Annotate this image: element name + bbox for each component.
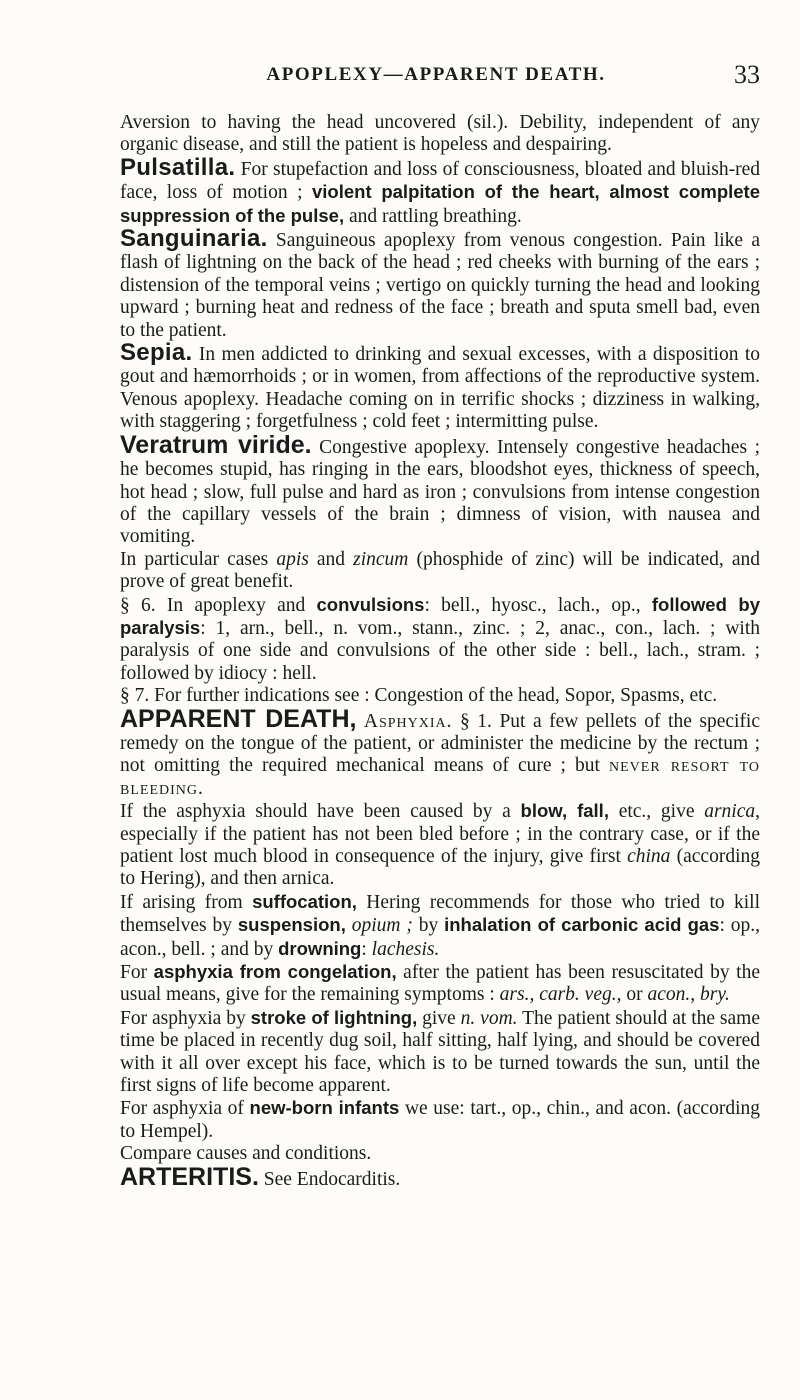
paragraph-text: : 1, arn., bell., n. vom., stann., zinc. ; 2, anac., con., lach. ; with paralysis of one side and convulsions of the other side : bell., lach., stram. ; followed by idiocy : hell. <box>120 617 760 684</box>
bold-text: suffocation, <box>252 890 357 912</box>
paragraph-text: For <box>120 962 154 984</box>
paragraph-veratrum <box>120 430 760 549</box>
paragraph-text: etc., give <box>608 801 705 823</box>
paragraph-newborn <box>120 1097 760 1143</box>
paragraph-text: Congestive apoplexy. Intensely congestive headaches ; he becomes stupid, has ringing in the ears, bloodshot eyes, thickness of speech, hot head ; slow, full pulse and hard as iron ; convulsions from intense congestion of the capillary vessels of the brain ; dimness of vision, with nausea and vomiting. <box>120 436 760 548</box>
paragraph-congelation <box>120 961 760 1007</box>
paragraph-lightning <box>120 1007 760 1098</box>
paragraph-text: § 6. In apoplexy and <box>120 594 317 616</box>
paragraph-text: The patient should at the same time be placed in recently dug soil, half sitting, half lying, and should be covered with it all over except his face, which is to be turned towards the sun, until the first signs of life become apparent. <box>120 1007 760 1097</box>
paragraph-sepia <box>120 339 760 434</box>
paragraph-text: (phosphide of zinc) will be indicated, and prove of great benefit. <box>120 548 761 593</box>
paragraph-text: Compare causes and conditions. <box>120 1143 372 1165</box>
paragraph-text: Aversion to having the head uncovered (sil.). Debility, independent of any organic disease, and still the patient is hopeless and despairing. <box>120 112 760 156</box>
bold-text: inhalation of carbonic acid gas <box>444 914 720 936</box>
section-heading-arteritis: ARTERITIS. <box>120 1162 259 1191</box>
paragraph-text: and rattling breathing. <box>344 205 522 227</box>
bold-text: asphyxia from congelation, <box>153 961 397 983</box>
paragraph-arteritis <box>120 1162 760 1191</box>
paragraph-text: For asphyxia of <box>120 1098 250 1120</box>
paragraph-text: For asphyxia by <box>120 1007 251 1029</box>
small-caps-text: never resort to bleeding. <box>120 755 760 799</box>
paragraph-text: after the patient has been resuscitated by the usual means, give for the remaining symptoms : <box>120 962 760 1006</box>
paragraph-text: If arising from <box>120 891 253 913</box>
italic-text: zincum <box>353 548 409 570</box>
paragraph-text: by <box>412 915 445 937</box>
paragraph-particular <box>120 549 760 594</box>
page-number: 33 <box>734 60 760 89</box>
italic-text: acon., bry. <box>647 984 730 1006</box>
paragraph-text: See Endocarditis. <box>258 1168 401 1190</box>
paragraph-text: and <box>308 548 354 570</box>
italic-text: china <box>627 846 671 867</box>
bold-text: convulsions <box>316 593 425 615</box>
paragraph-text: If the asphyxia should have been caused by a <box>120 801 521 823</box>
bold-text: blow, fall, <box>520 800 609 822</box>
paragraph-suffocation <box>120 891 760 961</box>
paragraph-text: For stupefaction and loss of consciousness, bloated and bluish-red face, loss of motion ; <box>120 158 760 204</box>
remedy-heading-sepia: Sepia. <box>120 339 193 367</box>
paragraph-text: we use: tart., op., chin., and acon. (according to Hempel). <box>120 1098 760 1142</box>
running-head: APOPLEXY—APPARENT DEATH. <box>266 64 606 85</box>
italic-text: apis <box>276 548 309 570</box>
bold-text: suspension, <box>237 914 346 936</box>
paragraph-aversion <box>120 112 760 157</box>
paragraph-text: , especially if the patient has not been bled before ; in the contrary case, or if the patient lost much blood in consequence of the injury, give first <box>120 801 760 867</box>
italic-text: lachesis. <box>371 938 440 960</box>
bold-text: new-born infants <box>249 1097 400 1119</box>
paragraph-pulsatilla <box>120 153 761 228</box>
paragraph-text: Hering recommends for those who tried to kill themselves by <box>120 891 760 937</box>
paragraph-text: In men addicted to drinking and sexual excesses, with a disposition to gout and hæmorrhoids ; or in women, from affections of the reproductive system. Venous apoplexy. Headache coming on in terrific shocks ; dizziness in walking, with staggering ; forgetfulness ; cold feet ; intermitting pulse. <box>120 344 760 433</box>
paragraph-apparent-death <box>120 704 761 801</box>
paragraph-sanguinaria <box>120 225 760 342</box>
italic-text: ars., carb. veg., <box>499 984 622 1006</box>
paragraph-text: § 1. Put a few pellets of the specific remedy on the tongue of the patient, or administer the medicine by the rectum ; not omitting the required mechanical means of cure ; but <box>120 710 761 777</box>
small-caps-text: Asphyxia. <box>356 710 453 732</box>
italic-text: opium ; <box>351 915 413 937</box>
page-header <box>112 60 760 90</box>
paragraph-text: give <box>417 1007 461 1029</box>
paragraph-text: (according to Hering), and then arnica. <box>120 846 760 890</box>
paragraph-text: : bell., hyosc., lach., op., <box>424 594 652 616</box>
paragraph-text: or <box>621 984 648 1006</box>
bold-text: drowning <box>278 937 362 959</box>
section-heading-apparent-death: APPARENT DEATH, <box>120 704 357 733</box>
paragraph-blow <box>120 800 760 891</box>
paragraph-section-6 <box>120 594 760 686</box>
paragraph-text: In particular cases <box>120 548 277 570</box>
remedy-heading-veratrum: Veratrum viride. <box>120 430 312 459</box>
paragraph-text: : <box>361 938 372 960</box>
italic-text: n. vom. <box>460 1007 518 1029</box>
paragraph-text: : op., acon., bell. ; and by <box>120 915 761 960</box>
body-text <box>120 112 760 1191</box>
remedy-heading-sanguinaria: Sanguinaria. <box>120 225 268 253</box>
remedy-heading-pulsatilla: Pulsatilla. <box>120 153 236 181</box>
paragraph-text: Sanguineous apoplexy from venous congestion. Pain like a flash of lightning on the back of the head ; red cheeks with burning of the ears ; distension of the temporal veins ; vertigo on quickly turning the head and looking upward ; burning heat and redness of the face ; breath and sputa smell bad, even to the patient. <box>120 230 760 341</box>
bold-text: followed by paralysis <box>120 593 760 638</box>
italic-text: arnica <box>704 801 756 823</box>
bold-text: violent palpitation of the heart, almost complete suppression of the pulse, <box>120 181 761 226</box>
paragraph-text: § 7. For further indications see : Congestion of the head, Sopor, Spasms, etc. <box>120 685 718 707</box>
bold-text: stroke of lightning, <box>250 1006 418 1028</box>
